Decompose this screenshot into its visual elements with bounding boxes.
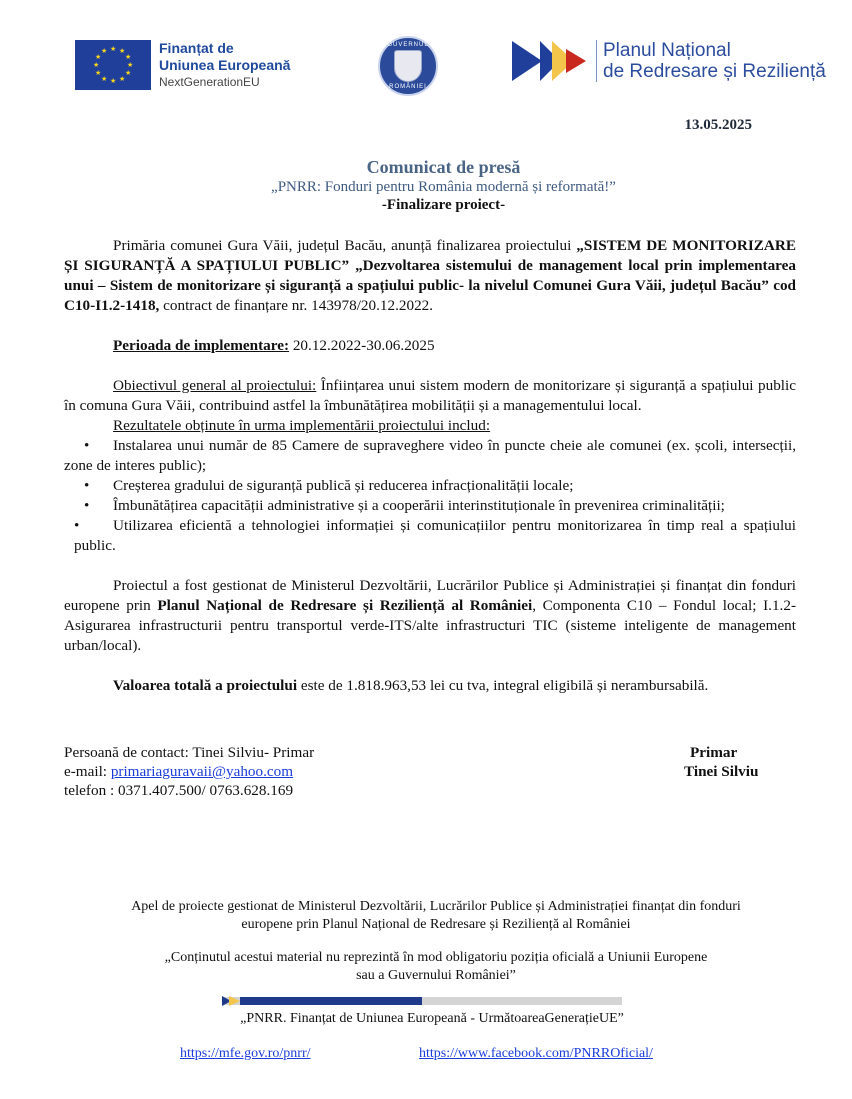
objective-text: Înființarea unui sistem modern de monitorizare și siguranță a spațiului public în comuna Gura Văii, contribuind astfel la îmbunătățirea mobilității și a managementului local. bbox=[64, 377, 796, 414]
arrow-icon bbox=[229, 996, 240, 1006]
contact-phone: telefon : 0371.407.500/ 0763.628.169 bbox=[64, 782, 294, 799]
page-title: Comunicat de presă bbox=[366, 157, 521, 177]
pnrr-progress-bar-decoration bbox=[222, 997, 622, 1005]
result-text: Îmbunătățirea capacității administrative și a cooperării interinstituționale în prevenirea criminalității; bbox=[113, 497, 725, 514]
email-label: e-mail: bbox=[64, 763, 111, 780]
value-text: este de 1.818.963,53 lei cu tva, integral eligibilă și nerambursabilă. bbox=[297, 677, 709, 694]
list-item bbox=[64, 496, 796, 516]
objective-paragraph bbox=[64, 376, 796, 416]
value-label: Valoarea totală a proiectului bbox=[113, 677, 298, 694]
management-paragraph bbox=[64, 576, 796, 656]
component-text: , Componenta C10 – Fondul local; I.1.2- Asigurarea infrastructurii pentru transportul verde-ITS/alte infrastructuri TIC (sisteme inteligente de management urban/local). bbox=[64, 597, 796, 654]
project-value bbox=[64, 676, 796, 696]
title-block bbox=[0, 156, 852, 214]
bullet-icon: • bbox=[84, 477, 90, 494]
eu-funding-logo bbox=[75, 40, 290, 90]
objective-label: Obiectivul general al proiectului: bbox=[113, 377, 317, 394]
project-title: „SISTEM DE MONITORIZARE ȘI SIGURANȚĂ A SPAȚIULUI PUBLIC” „Dezvoltarea sistemului de management local prin implementarea unui – Sistem de monitorizare și siguranță a spațiului public- la nivelul Comunei Gura Văii, județul Bacău” cod C10-I1.2-1418, bbox=[64, 237, 797, 314]
signature-name: Tinei Silviu bbox=[684, 763, 759, 780]
subtitle-finalizare: -Finalizare proiect- bbox=[381, 197, 506, 213]
list-item bbox=[64, 476, 796, 496]
results-label-text: Rezultatele obținute în urma implementării proiectului includ: bbox=[113, 417, 491, 434]
management-text: Proiectul a fost gestionat de Ministerul Dezvoltării, Lucrărilor Publice și Administrației și finanțat din fonduri europene prin bbox=[64, 577, 796, 614]
eu-logo-line1: Finanțat de bbox=[159, 40, 234, 56]
result-text: Creșterea gradului de siguranță publică și reducerea infracționalității locale; bbox=[113, 477, 574, 494]
bullet-icon: • bbox=[84, 497, 90, 514]
mfe-link[interactable]: https://mfe.gov.ro/pnrr/ bbox=[180, 1046, 311, 1061]
pnrr-arrows-icon bbox=[512, 41, 590, 81]
eu-logo-line2: Uniunea Europeană bbox=[159, 57, 291, 73]
period-value: 20.12.2022-30.06.2025 bbox=[289, 337, 435, 354]
bar-fill bbox=[240, 997, 422, 1005]
press-release-date: 13.05.2025 bbox=[684, 117, 752, 133]
intro-paragraph bbox=[64, 236, 796, 316]
results-list bbox=[64, 436, 796, 556]
bullet-icon: • bbox=[74, 517, 80, 534]
contact-email-row bbox=[64, 762, 314, 781]
seal-bottom-text: ROMÂNIEI bbox=[389, 84, 427, 90]
bullet-icon: • bbox=[84, 437, 90, 454]
list-item bbox=[64, 436, 796, 476]
disclaimer-line1: „Conținutul acestui material nu reprezintă în mod obligatoriu poziția oficială a Uniunii Europene bbox=[164, 950, 708, 965]
period-label: Perioada de implementare: bbox=[113, 337, 290, 354]
email-link[interactable]: primariaguravaii@yahoo.com bbox=[110, 763, 294, 780]
result-text: Instalarea unui număr de 85 Camere de supraveghere video în puncte cheie ale comunei (ex. școli, intersecții, zone de interes public); bbox=[64, 437, 796, 474]
result-text: Utilizarea eficientă a tehnologiei informației și comunicațiilor pentru monitorizarea în timp real a spațiului public. bbox=[74, 517, 796, 554]
signature-block bbox=[684, 743, 758, 781]
disclaimer-line2: sau a Guvernului României” bbox=[356, 968, 516, 983]
romania-government-seal-icon bbox=[378, 36, 438, 96]
footer-line2: europene prin Planul Național de Redresare și Reziliență al României bbox=[241, 917, 631, 932]
eu-logo-line3: NextGenerationEU bbox=[159, 75, 260, 89]
body-content bbox=[64, 236, 796, 716]
signature-role: Primar bbox=[690, 744, 738, 761]
pnrr-name: Planul Național de Redresare și Reziliență al României bbox=[157, 597, 533, 614]
list-item bbox=[64, 516, 796, 556]
contact-person: Persoană de contact: Tinei Silviu- Primar bbox=[64, 744, 315, 761]
footer-tagline: „PNRR. Finanțat de Uniunea Europeană - UrmătoareaGenerațieUE” bbox=[240, 1011, 624, 1026]
contract-text: contract de finanțare nr. 143978/20.12.2022. bbox=[159, 297, 434, 314]
results-label bbox=[64, 416, 796, 436]
contact-block bbox=[64, 743, 314, 800]
pnrr-logo bbox=[512, 40, 826, 82]
facebook-link[interactable]: https://www.facebook.com/PNRROficial/ bbox=[419, 1046, 653, 1061]
footer bbox=[0, 898, 852, 985]
pnrr-logo-line1: Planul Național bbox=[603, 40, 731, 61]
coat-of-arms-icon bbox=[394, 50, 422, 82]
subtitle: „PNRR: Fonduri pentru România modernă și reformată!” bbox=[271, 179, 616, 195]
implementation-period bbox=[64, 336, 796, 356]
seal-top-text: GUVERNUL bbox=[387, 42, 429, 48]
footer-line1: Apel de proiecte gestionat de Ministerul Dezvoltării, Lucrărilor Publice și Administrației finanțat din fonduri bbox=[131, 899, 741, 914]
eu-flag-icon: ★ ★ ★ ★ ★ ★ ★ ★ ★ ★ ★ ★ bbox=[75, 40, 151, 90]
pnrr-logo-line2: de Redresare și Reziliență bbox=[603, 61, 826, 82]
intro-text: Primăria comunei Gura Văii, județul Bacău, anunță finalizarea proiectului bbox=[113, 237, 577, 254]
header bbox=[0, 0, 852, 110]
